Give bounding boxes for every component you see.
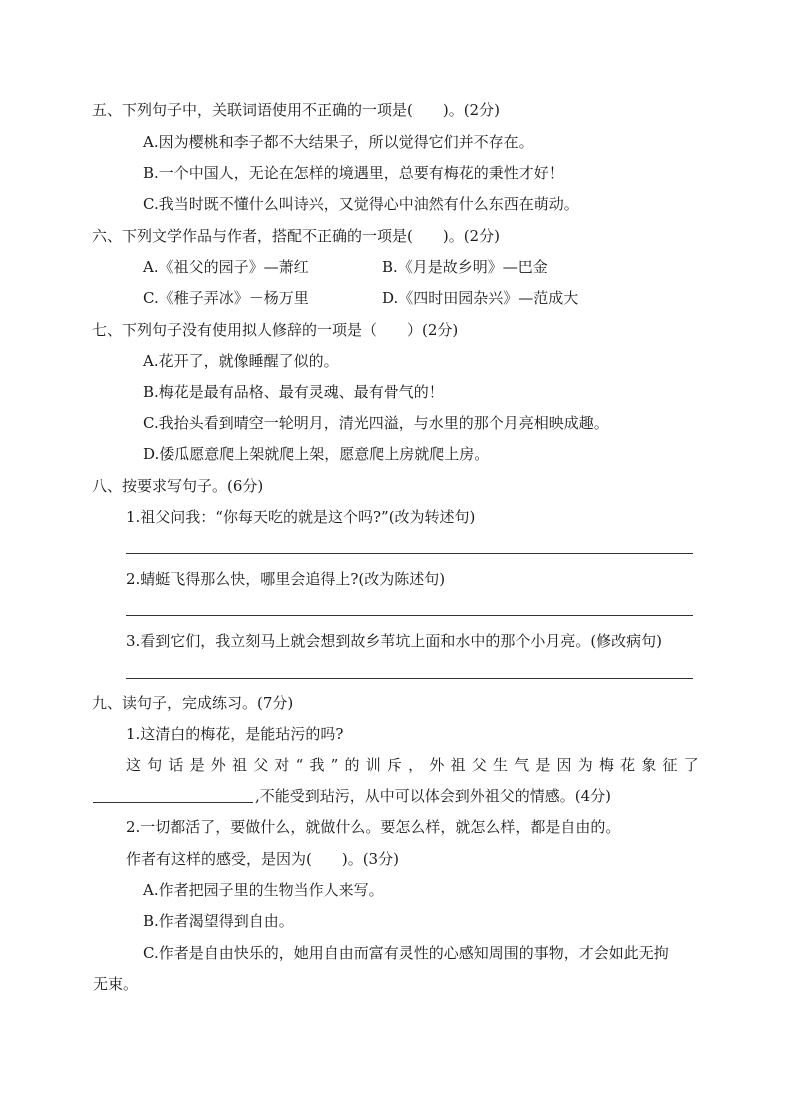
q6-stem: 六、下列文学作品与作者，搭配不正确的一项是( )。(2分) <box>92 227 500 245</box>
q5-option-b: B.一个中国人，无论在怎样的境遇里，总要有梅花的秉性才好！ <box>143 164 564 182</box>
q9-sub2-prompt: 作者有这样的感受，是因为( )。(3分) <box>126 850 399 868</box>
q7-option-a: A.花开了，就像睡醒了似的。 <box>143 352 339 370</box>
q9-sub2-title: 2.一切都活了，要做什么，就做什么。要怎么样，就怎么样，都是自由的。 <box>126 818 621 836</box>
q8-stem: 八、按要求写句子。(6分) <box>92 477 264 495</box>
q8-answer-line-1[interactable] <box>126 553 693 554</box>
q5-stem: 五、下列句子中，关联词语使用不正确的一项是( )。(2分) <box>92 101 500 119</box>
q8-answer-line-3[interactable] <box>126 678 693 679</box>
q7-stem: 七、下列句子没有使用拟人修辞的一项是（ ）(2分) <box>92 321 459 339</box>
q7-option-c: C.我抬头看到晴空一轮明月，清光四溢，与水里的那个月亮相映成趣。 <box>143 414 609 432</box>
q9-sub1-line2 <box>93 786 611 806</box>
q5-option-c: C.我当时既不懂什么叫诗兴，又觉得心中油然有什么东西在萌动。 <box>143 195 579 213</box>
q6-option-a: A.《祖父的园子》—萧红 <box>143 258 309 276</box>
q5-option-a: A.因为樱桃和李子都不大结果子，所以觉得它们并不存在。 <box>143 133 534 151</box>
q9-sub2-option-c: C.作者是自由快乐的，她用自由而富有灵性的心感知周围的事物，才会如此无拘 <box>143 944 669 962</box>
q9-sub1-line1: 这句话是外祖父对“我”的训斥，外祖父生气是因为梅花象征了 <box>126 756 705 774</box>
q9-sub2-option-c-tail: 无束。 <box>93 975 139 993</box>
q9-stem: 九、读句子，完成练习。(7分) <box>92 694 294 712</box>
q8-answer-line-2[interactable] <box>126 615 693 616</box>
q7-option-d: D.倭瓜愿意爬上架就爬上架，愿意爬上房就爬上房。 <box>143 445 490 463</box>
q9-sub2-option-b: B.作者渴望得到自由。 <box>143 912 294 930</box>
q9-sub1-title: 1.这清白的梅花，是能玷污的吗? <box>126 725 344 743</box>
q9-sub1-blank[interactable] <box>93 786 253 803</box>
q9-sub1-line2-text: ,不能受到玷污，从中可以体会到外祖父的情感。(4分) <box>255 787 612 805</box>
q7-option-b: B.梅花是最有品格、最有灵魂、最有骨气的！ <box>143 383 444 401</box>
q6-option-b: B.《月是故乡明》—巴金 <box>382 258 548 276</box>
q8-item-2: 2.蜻蜓飞得那么快，哪里会追得上?(改为陈述句) <box>126 570 446 588</box>
q8-item-1: 1.祖父问我：“你每天吃的就是这个吗?”(改为转述句) <box>126 508 476 526</box>
q6-option-d: D.《四时田园杂兴》—范成大 <box>382 289 579 307</box>
q9-sub2-option-a: A.作者把园子里的生物当作人来写。 <box>143 881 384 899</box>
q6-option-c: C.《稚子弄冰》－杨万里 <box>143 289 309 307</box>
q8-item-3: 3.看到它们，我立刻马上就会想到故乡苇坑上面和水中的那个小月亮。(修改病句) <box>126 632 663 650</box>
